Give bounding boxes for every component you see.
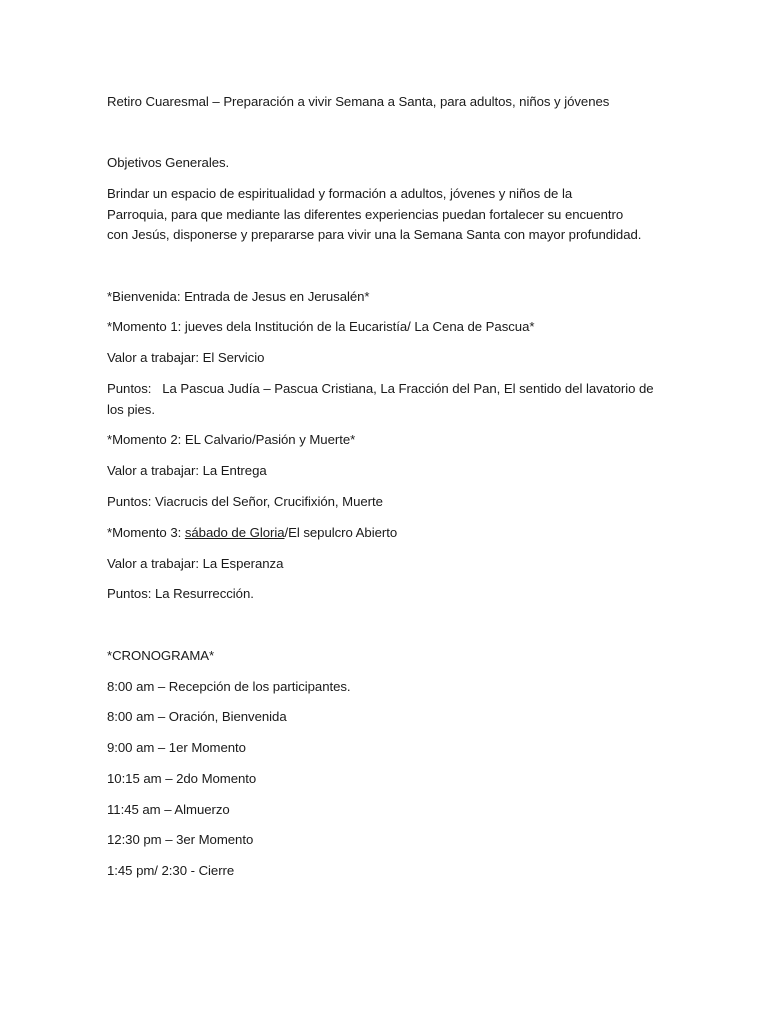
schedule-item: 8:00 am – Oración, Bienvenida [107, 709, 287, 724]
schedule-heading: *CRONOGRAMA* [107, 648, 215, 663]
moment3-points: Puntos: La Resurrección. [107, 586, 254, 601]
moment2-value: Valor a trabajar: La Entrega [107, 463, 267, 478]
moment3-title-prefix: *Momento 3: [107, 525, 185, 540]
moment1-points [107, 379, 667, 420]
moment1-points-line: Puntos: La Pascua Judía – Pascua Cristiana, La Fracción del Pan, El sentido del lavatorio de [107, 381, 654, 396]
schedule-item: 8:00 am – Recepción de los participantes. [107, 679, 351, 694]
objectives-line: Brindar un espacio de espiritualidad y formación a adultos, jóvenes y niños de la [107, 186, 573, 201]
moment3-title [107, 523, 667, 544]
schedule-item: 10:15 am – 2do Momento [107, 771, 257, 786]
schedule-item: 9:00 am – 1er Momento [107, 740, 246, 755]
moment1-title: *Momento 1: jueves dela Institución de la Eucaristía/ La Cena de Pascua* [107, 319, 535, 334]
objectives-line: con Jesús, disponerse y prepararse para vivir una la Semana Santa con mayor profundidad. [107, 227, 642, 242]
moment1-value: Valor a trabajar: El Servicio [107, 350, 265, 365]
moment1-points-line: los pies. [107, 401, 155, 417]
moment3-title-suffix: /El sepulcro Abierto [284, 525, 398, 540]
moment3-title-underlined: sábado de Gloria [184, 525, 285, 540]
objectives-paragraph [107, 184, 667, 246]
document-title: Retiro Cuaresmal – Preparación a vivir Semana a Santa, para adultos, niños y jóvenes [107, 94, 610, 109]
moment3-value: Valor a trabajar: La Esperanza [107, 556, 284, 571]
objectives-line: Parroquia, para que mediante las diferentes experiencias puedan fortalecer su encuentro [107, 206, 624, 222]
objectives-heading: Objetivos Generales. [107, 155, 230, 170]
schedule-item: 1:45 pm/ 2:30 - Cierre [107, 863, 235, 878]
schedule-item: 11:45 am – Almuerzo [107, 802, 230, 817]
moment2-title: *Momento 2: EL Calvario/Pasión y Muerte* [107, 432, 356, 447]
welcome-line: *Bienvenida: Entrada de Jesus en Jerusalén* [107, 289, 370, 304]
schedule-item: 12:30 pm – 3er Momento [107, 832, 254, 847]
moment2-points: Puntos: Viacrucis del Señor, Crucifixión, Muerte [107, 494, 383, 509]
